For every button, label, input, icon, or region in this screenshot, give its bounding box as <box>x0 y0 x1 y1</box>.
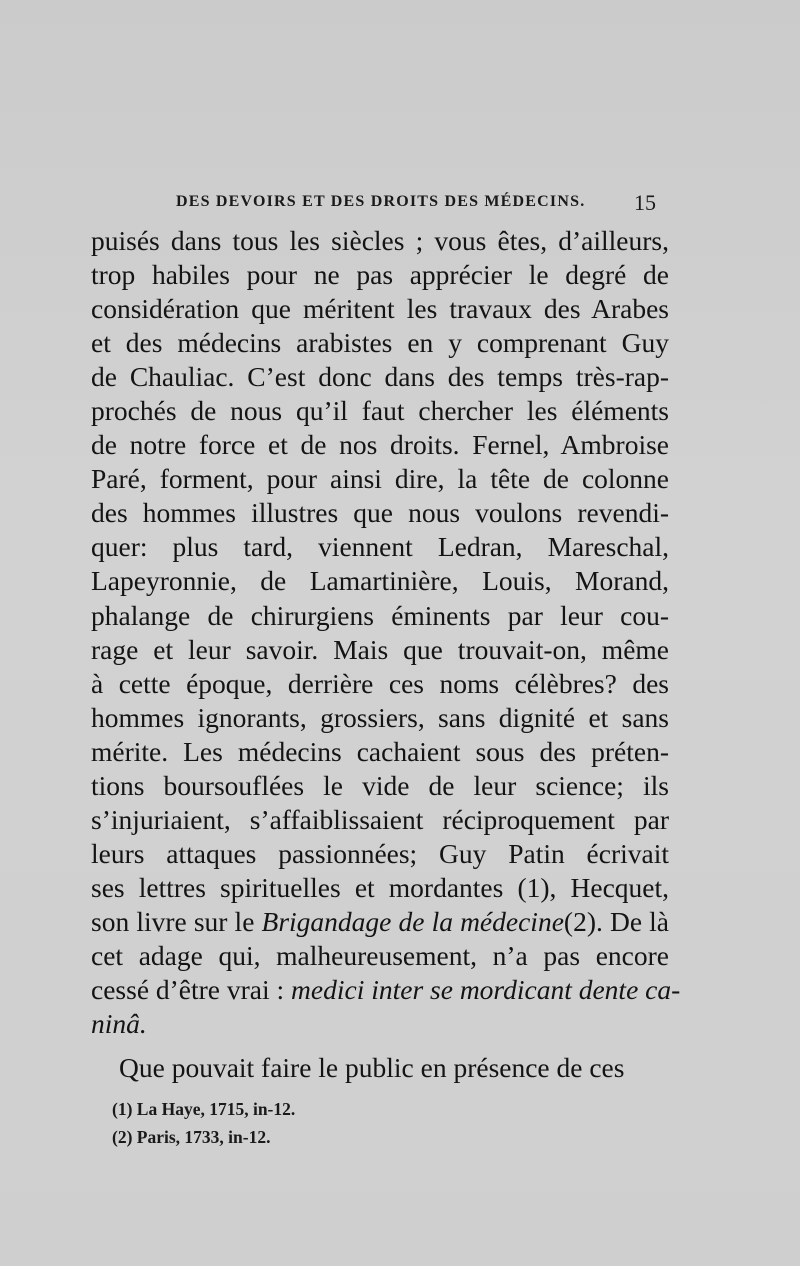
text-line-end-paragraph <box>91 1007 669 1041</box>
text-line: Paré, forment, pour ainsi dire, la tête de colonne <box>91 463 669 495</box>
text-line: mérite. Les médecins cachaient sous des préten- <box>91 735 669 767</box>
latin-quote-end: ninâ. <box>91 1008 147 1040</box>
line-text: (2). De là <box>563 905 669 937</box>
italic-book-title: Brigandage de la médecine <box>261 905 564 937</box>
text-line: quer: plus tard, viennent Ledran, Mareschal, <box>91 531 669 563</box>
text-line: tions boursouflées le vide de leur science; ils <box>91 769 669 801</box>
body-text <box>91 224 681 1085</box>
footnote-2: (2) Paris, 1733, in-12. <box>112 1127 271 1147</box>
text-line: prochés de nous qu’il faut chercher les éléments <box>91 395 669 427</box>
text-line: s’injuriaient, s’affaiblissaient réciproquement par <box>91 803 669 835</box>
text-line: rage et leur savoir. Mais que trouvait-on, même <box>91 633 669 665</box>
text-line: cet adage qui, malheureusement, n’a pas encore <box>91 939 669 971</box>
text-line: leurs attaques passionnées; Guy Patin écrivait <box>91 837 669 869</box>
text-line: à cette époque, derrière ces noms célèbres? des <box>91 667 669 699</box>
text-line: Lapeyronnie, de Lamartinière, Louis, Morand, <box>91 565 669 597</box>
footnotes <box>112 1095 612 1151</box>
text-line-with-italic-title <box>91 905 669 939</box>
text-line: de notre force et de nos droits. Fernel, Ambroise <box>91 429 669 461</box>
footnote-1: (1) La Haye, 1715, in-12. <box>112 1099 296 1119</box>
text-line-with-latin-quote <box>91 973 681 1007</box>
line-text: cessé d’être vrai : <box>91 974 292 1006</box>
latin-quote: medici inter se mordicant dente ca- <box>291 974 681 1006</box>
text-line: de Chauliac. C’est donc dans des temps très-rap- <box>91 361 669 393</box>
text-line: hommes ignorants, grossiers, sans dignité et sans <box>91 701 669 733</box>
paragraph-start-line: Que pouvait faire le public en présence de ces <box>119 1052 625 1084</box>
page-number: 15 <box>634 190 656 215</box>
line-text: son livre sur le <box>91 905 262 937</box>
text-line: des hommes illustres que nous voulons revendi- <box>91 497 669 529</box>
text-line: considération que méritent les travaux des Arabes <box>91 293 669 325</box>
text-line: et des médecins arabistes en y comprenant Guy <box>91 327 669 359</box>
text-line: phalange de chirurgiens éminents par leur cou- <box>91 599 669 631</box>
text-line: puisés dans tous les siècles ; vous êtes, d’ailleurs, <box>91 225 669 256</box>
text-line: ses lettres spirituelles et mordantes (1), Hecquet, <box>91 871 669 903</box>
running-title: DES DEVOIRS ET DES DROITS DES MÉDECINS. <box>176 193 586 210</box>
text-line: trop habiles pour ne pas apprécier le degré de <box>91 259 669 291</box>
